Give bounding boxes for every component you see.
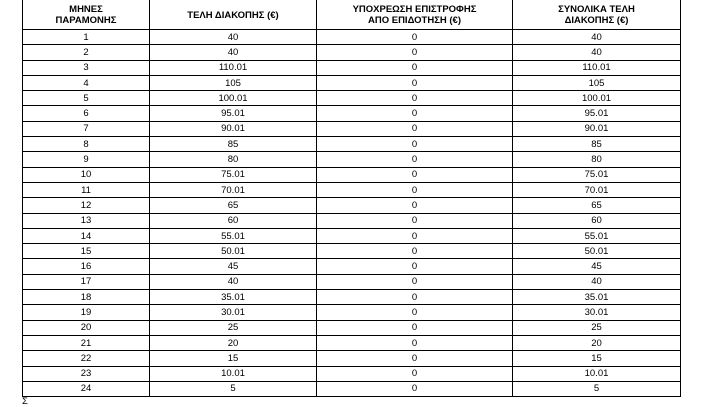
cell-subsidy-return: 0 [317, 351, 513, 366]
cell-subsidy-return: 0 [317, 60, 513, 75]
header-months-of-stay: ΜΗΝΕΣ ΠΑΡΑΜΟΝΗΣ [23, 0, 150, 30]
cell-total-fee: 70.01 [513, 182, 681, 197]
cell-months: 13 [23, 213, 150, 228]
table-row [23, 351, 681, 366]
table-row [23, 305, 681, 320]
cell-months: 1 [23, 30, 150, 45]
cell-total-fee: 45 [513, 259, 681, 274]
cell-subsidy-return: 0 [317, 182, 513, 197]
cell-total-fee: 15 [513, 351, 681, 366]
cell-termination-fee: 105 [150, 75, 317, 90]
cell-total-fee: 85 [513, 137, 681, 152]
cell-total-fee: 110.01 [513, 60, 681, 75]
table-row [23, 30, 681, 45]
termination-fees-table-container [22, 0, 680, 397]
table-row [23, 45, 681, 60]
table-row [23, 182, 681, 197]
cell-termination-fee: 35.01 [150, 290, 317, 305]
cell-months: 19 [23, 305, 150, 320]
cell-total-fee: 60 [513, 213, 681, 228]
cell-months: 18 [23, 290, 150, 305]
table-row [23, 274, 681, 289]
cell-total-fee: 80 [513, 152, 681, 167]
cell-subsidy-return: 0 [317, 244, 513, 259]
cell-months: 9 [23, 152, 150, 167]
cell-subsidy-return: 0 [317, 305, 513, 320]
cell-subsidy-return: 0 [317, 274, 513, 289]
cell-total-fee: 105 [513, 75, 681, 90]
cell-termination-fee: 110.01 [150, 60, 317, 75]
cell-months: 11 [23, 182, 150, 197]
cell-subsidy-return: 0 [317, 45, 513, 60]
cell-months: 7 [23, 121, 150, 136]
table-row [23, 213, 681, 228]
cell-termination-fee: 90.01 [150, 121, 317, 136]
cell-months: 17 [23, 274, 150, 289]
cell-subsidy-return: 0 [317, 152, 513, 167]
cell-subsidy-return: 0 [317, 259, 513, 274]
cell-months: 21 [23, 335, 150, 350]
cell-subsidy-return: 0 [317, 320, 513, 335]
cell-total-fee: 25 [513, 320, 681, 335]
cell-termination-fee: 65 [150, 198, 317, 213]
cell-months: 20 [23, 320, 150, 335]
cell-termination-fee: 45 [150, 259, 317, 274]
cell-total-fee: 75.01 [513, 167, 681, 182]
cell-subsidy-return: 0 [317, 30, 513, 45]
cell-subsidy-return: 0 [317, 213, 513, 228]
cell-termination-fee: 80 [150, 152, 317, 167]
cell-months: 8 [23, 137, 150, 152]
cell-subsidy-return: 0 [317, 91, 513, 106]
cell-subsidy-return: 0 [317, 75, 513, 90]
header-subsidy-return-obligation: ΥΠΟΧΡΕΩΣΗ ΕΠΙΣΤΡΟΦΗΣ ΑΠΟ ΕΠΙΔΟΤΗΣΗ (€) [317, 0, 513, 30]
cell-termination-fee: 20 [150, 335, 317, 350]
table-row [23, 152, 681, 167]
cell-termination-fee: 95.01 [150, 106, 317, 121]
cell-termination-fee: 75.01 [150, 167, 317, 182]
cell-total-fee: 5 [513, 381, 681, 396]
cell-subsidy-return: 0 [317, 290, 513, 305]
table-row [23, 335, 681, 350]
cell-subsidy-return: 0 [317, 167, 513, 182]
cell-termination-fee: 40 [150, 274, 317, 289]
table-row [23, 121, 681, 136]
table-row [23, 60, 681, 75]
cell-termination-fee: 5 [150, 381, 317, 396]
cell-subsidy-return: 0 [317, 366, 513, 381]
cell-total-fee: 40 [513, 274, 681, 289]
table-row [23, 381, 681, 396]
table-row [23, 244, 681, 259]
cell-months: 22 [23, 351, 150, 366]
cell-total-fee: 10.01 [513, 366, 681, 381]
cell-subsidy-return: 0 [317, 106, 513, 121]
cell-total-fee: 95.01 [513, 106, 681, 121]
cell-total-fee: 65 [513, 198, 681, 213]
table-row [23, 167, 681, 182]
header-total-termination-fees: ΣΥΝΟΛΙΚΑ ΤΕΛΗ ΔΙΑΚΟΠΗΣ (€) [513, 0, 681, 30]
cell-subsidy-return: 0 [317, 121, 513, 136]
cell-total-fee: 30.01 [513, 305, 681, 320]
header-termination-fees: ΤΕΛΗ ΔΙΑΚΟΠΗΣ (€) [150, 0, 317, 30]
cell-months: 14 [23, 228, 150, 243]
cell-subsidy-return: 0 [317, 335, 513, 350]
cell-total-fee: 20 [513, 335, 681, 350]
termination-fees-table [22, 0, 681, 397]
cell-months: 24 [23, 381, 150, 396]
cell-termination-fee: 60 [150, 213, 317, 228]
table-row [23, 228, 681, 243]
cell-months: 2 [23, 45, 150, 60]
table-header-row [23, 0, 681, 30]
cell-total-fee: 50.01 [513, 244, 681, 259]
table-row [23, 259, 681, 274]
cell-termination-fee: 25 [150, 320, 317, 335]
cell-total-fee: 55.01 [513, 228, 681, 243]
table-row [23, 91, 681, 106]
footnote-text: Σ [22, 396, 28, 407]
cell-total-fee: 35.01 [513, 290, 681, 305]
cell-total-fee: 40 [513, 45, 681, 60]
cell-months: 4 [23, 75, 150, 90]
cell-subsidy-return: 0 [317, 137, 513, 152]
cell-months: 5 [23, 91, 150, 106]
cell-termination-fee: 40 [150, 30, 317, 45]
cell-subsidy-return: 0 [317, 228, 513, 243]
cell-total-fee: 90.01 [513, 121, 681, 136]
cell-months: 6 [23, 106, 150, 121]
table-row [23, 290, 681, 305]
table-row [23, 366, 681, 381]
cell-months: 10 [23, 167, 150, 182]
cell-termination-fee: 10.01 [150, 366, 317, 381]
cell-subsidy-return: 0 [317, 198, 513, 213]
cell-termination-fee: 55.01 [150, 228, 317, 243]
cell-total-fee: 40 [513, 30, 681, 45]
table-row [23, 75, 681, 90]
table-row [23, 106, 681, 121]
cell-termination-fee: 40 [150, 45, 317, 60]
table-row [23, 198, 681, 213]
table-row [23, 320, 681, 335]
table-body [23, 30, 681, 397]
cell-termination-fee: 100.01 [150, 91, 317, 106]
cell-months: 15 [23, 244, 150, 259]
cell-termination-fee: 85 [150, 137, 317, 152]
cell-months: 16 [23, 259, 150, 274]
cell-months: 12 [23, 198, 150, 213]
cell-termination-fee: 15 [150, 351, 317, 366]
cell-termination-fee: 70.01 [150, 182, 317, 197]
cell-months: 23 [23, 366, 150, 381]
cell-termination-fee: 50.01 [150, 244, 317, 259]
cell-total-fee: 100.01 [513, 91, 681, 106]
cell-months: 3 [23, 60, 150, 75]
table-row [23, 137, 681, 152]
cell-termination-fee: 30.01 [150, 305, 317, 320]
cell-subsidy-return: 0 [317, 381, 513, 396]
